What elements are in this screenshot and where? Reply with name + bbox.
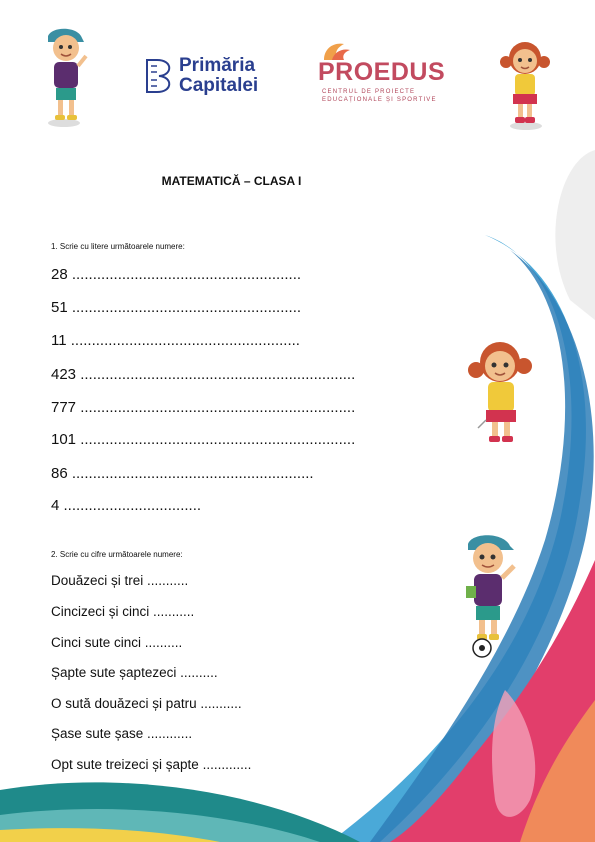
- exercise1-item: 423 ..................................................................: [51, 366, 356, 383]
- exercise2-item: Șapte sute șaptezeci ..........: [51, 665, 218, 680]
- exercise1-item: 4 .................................: [51, 497, 202, 514]
- exercise2-item: Douăzeci și trei ...........: [51, 573, 189, 588]
- exercise1-heading: 1. Scrie cu litere următoarele numere:: [51, 242, 185, 251]
- exercise1-item: 101 ..................................................................: [51, 431, 356, 448]
- exercise2-item: O sută douăzeci și patru ...........: [51, 696, 242, 711]
- boy-character-icon: [40, 26, 92, 128]
- proedus-wordmark: PROEDUS: [318, 58, 446, 86]
- exercise1-item: 51 .......................................................: [51, 299, 302, 316]
- exercise2-item: Cincizeci și cinci ...........: [51, 604, 195, 619]
- exercise1-item: 28 .......................................................: [51, 266, 302, 283]
- exercise1-item: 777 ..................................................................: [51, 399, 356, 416]
- exercise2-item: Cinci sute cinci ..........: [51, 635, 183, 650]
- proedus-subtitle-line2: EDUCAȚIONALE ȘI SPORTIVE: [322, 97, 437, 103]
- exercise1-item: 11 .......................................................: [51, 332, 300, 349]
- primaria-capitalei-logo: [143, 56, 258, 96]
- proedus-subtitle: [322, 88, 452, 104]
- page-title: MATEMATICĂ – CLASA I: [161, 174, 302, 188]
- primaria-emblem-icon: [143, 58, 173, 94]
- exercise2-heading: 2. Scrie cu cifre următoarele numere:: [51, 550, 183, 559]
- boy-with-ball-icon: [460, 532, 524, 660]
- exercise2-item: Șase sute șase ............: [51, 726, 193, 741]
- girl-character-icon: [458, 336, 538, 446]
- primaria-line1: Primăria: [179, 55, 256, 76]
- exercise2-item: Opt sute treizeci și șapte .............: [51, 757, 252, 772]
- girl-character-icon: [494, 38, 554, 130]
- exercise1-item: 86 ..........................................................: [51, 465, 314, 482]
- proedus-subtitle-line1: CENTRUL DE PROIECTE: [322, 89, 416, 95]
- primaria-line2: Capitalei: [179, 75, 259, 96]
